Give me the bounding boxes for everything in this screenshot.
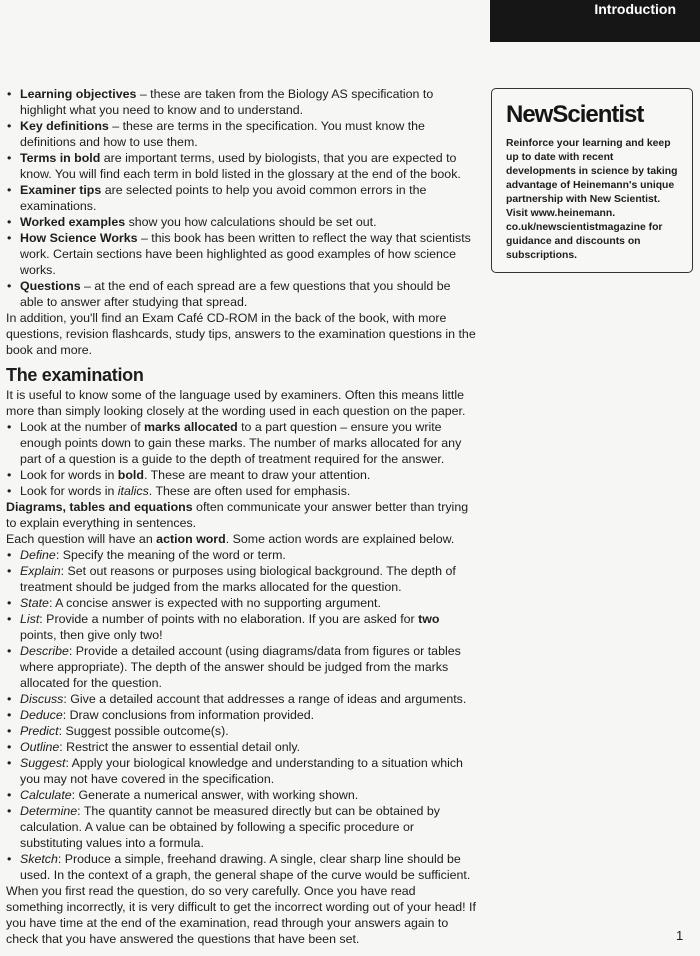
list-item: • Look for words in bold. These are meant to draw your attention. [6, 467, 476, 483]
exam-heading: The examination [6, 365, 144, 385]
list-item: • State: A concise answer is expected with no supporting argument. [6, 595, 476, 611]
intro-paragraph: In addition, you'll find an Exam Café CD-ROM in the back of the book, with more questions, revision flashcards, study tips, answers to the examination questions in the book and more. [6, 311, 476, 357]
page-number: 1 [676, 928, 684, 943]
list-item: • Outline: Restrict the answer to essential detail only. [6, 739, 476, 755]
list-item: • Suggest: Apply your biological knowledge and understanding to a situation which you may not have covered in the specification. [6, 755, 476, 787]
section-title: Introduction [594, 1, 676, 17]
list-item: • Discuss: Give a detailed account that addresses a range of ideas and arguments. [6, 691, 476, 707]
diagrams-paragraph: Diagrams, tables and equations often communicate your answer better than trying to explain everything in sentences. [6, 500, 469, 530]
closing-paragraph: When you first read the question, do so very carefully. Once you have read something incorrectly, it is very difficult to get the incorrect wording out of your head! If you have time at the end of the examination, read through your answers again to check that you have answered the questions that have been set. [6, 884, 476, 946]
list-item: • List: Provide a number of points with no elaboration. If you are asked for two points, then give only two! [6, 611, 476, 643]
list-item: • Look at the number of marks allocated to a part question – ensure you write enough points down to gain these marks. The number of marks allocated for any part of a question is a guide to the depth of treatment required for the answer. [6, 419, 476, 467]
features-list [6, 86, 476, 310]
list-item: • Predict: Suggest possible outcome(s). [6, 723, 476, 739]
list-item: • Learning objectives – these are taken from the Biology AS specification to highlight what you need to know and to understand. [6, 86, 476, 118]
new-scientist-text: Reinforce your learning and keep up to date with recent developments in science by taking advantage of Heinemann's unique partnership with New Scientist. Visit www.heinemann. co.uk/newscientistmagazine for guidance and discounts on subscriptions. [506, 138, 678, 261]
list-item: • Look for words in italics. These are often used for emphasis. [6, 483, 476, 499]
look-list [6, 419, 476, 499]
list-item: • Key definitions – these are terms in the specification. You must know the definitions and how to use them. [6, 118, 476, 150]
action-paragraph: Each question will have an action word. Some action words are explained below. [6, 532, 455, 546]
exam-intro: It is useful to know some of the language used by examiners. Often this means little more than simply looking closely at the wording used in each question on the paper. [6, 388, 466, 418]
list-item: • Questions – at the end of each spread are a few questions that you should be able to answer after studying that spread. [6, 278, 476, 310]
action-words-list [6, 547, 476, 883]
list-item: • Describe: Provide a detailed account (using diagrams/data from figures or tables where appropriate). The depth of the answer should be judged from the marks allocated for the question. [6, 643, 476, 691]
list-item: • Worked examples show you how calculations should be set out. [6, 214, 476, 230]
list-item: • Determine: The quantity cannot be measured directly but can be obtained by calculation. A value can be obtained by following a specific procedure or substituting values into a formula. [6, 803, 476, 851]
new-scientist-logo: NewScientist [506, 101, 644, 128]
list-item: • Calculate: Generate a numerical answer, with working shown. [6, 787, 476, 803]
main-column [6, 86, 476, 947]
section-tab [490, 0, 700, 42]
list-item: • How Science Works – this book has been written to reflect the way that scientists work. Certain sections have been highlighted as good examples of how science works. [6, 230, 476, 278]
new-scientist-box [491, 88, 693, 273]
list-item: • Terms in bold are important terms, used by biologists, that you are expected to know. You will find each term in bold listed in the glossary at the end of the book. [6, 150, 476, 182]
list-item: • Sketch: Produce a simple, freehand drawing. A single, clear sharp line should be used. In the context of a graph, the general shape of the curve would be sufficient. [6, 851, 476, 883]
list-item: • Deduce: Draw conclusions from information provided. [6, 707, 476, 723]
list-item: • Examiner tips are selected points to help you avoid common errors in the examinations. [6, 182, 476, 214]
list-item: • Define: Specify the meaning of the word or term. [6, 547, 476, 563]
list-item: • Explain: Set out reasons or purposes using biological background. The depth of treatment should be judged from the marks allocated for the question. [6, 563, 476, 595]
